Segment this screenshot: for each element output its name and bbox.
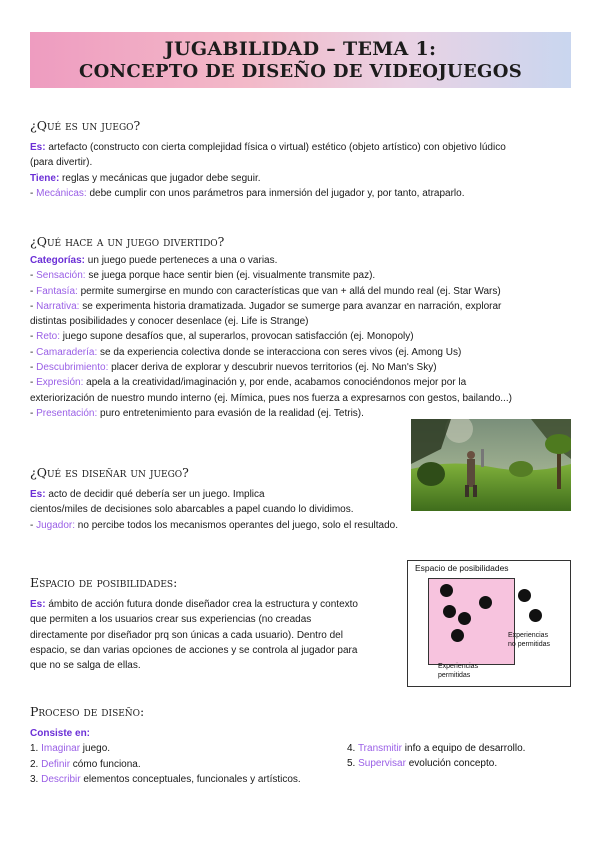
category-text: apela a la creatividad/imaginación y, por ende, acabamos conociéndonos mejor por la bbox=[83, 377, 467, 389]
category-item bbox=[30, 284, 512, 299]
section-proceso-col2 bbox=[347, 741, 525, 771]
outside-experience-dot bbox=[529, 609, 542, 622]
experience-dot bbox=[479, 596, 492, 609]
category-item bbox=[30, 360, 512, 375]
category-label: Narrativa: bbox=[36, 300, 80, 312]
keyword-tiene: Tiene: bbox=[30, 172, 60, 184]
text: debe cumplir con unos parámetros para inmersión del jugador y, por tanto, atraparlo. bbox=[86, 187, 465, 199]
dash: - bbox=[30, 407, 37, 419]
step-label: Describir bbox=[41, 773, 81, 785]
step-label: Transmitir bbox=[357, 743, 403, 754]
text: un juego puede perteneces a una o varias. bbox=[85, 255, 278, 266]
category-label: Camaradería: bbox=[36, 346, 98, 358]
category-item bbox=[30, 391, 512, 406]
dash: - bbox=[30, 362, 37, 374]
text: acto de decidir qué debería ser un juego. Implica bbox=[45, 489, 265, 500]
category-label: Reto: bbox=[36, 331, 61, 343]
heading-que-hace-divertido: ¿Qué hace a un juego divertido? bbox=[30, 234, 225, 249]
keyword-consiste: Consiste en: bbox=[30, 728, 91, 739]
keyword-es: Es: bbox=[30, 142, 46, 153]
category-label: Expresión: bbox=[36, 377, 84, 389]
category-item bbox=[30, 314, 512, 329]
text: ámbito de acción futura donde diseñador crea la estructura y contexto bbox=[45, 599, 358, 610]
text: cientos/miles de decisiones solo abarcables a papel cuando lo dividimos. bbox=[30, 504, 354, 516]
category-item bbox=[30, 299, 512, 314]
category-item bbox=[30, 268, 512, 283]
category-label: Fantasía: bbox=[36, 285, 78, 297]
step-number: 4. bbox=[347, 743, 358, 754]
section-categorias bbox=[30, 253, 512, 421]
outside-experience-dot bbox=[518, 589, 531, 602]
step-text: evolución concepto. bbox=[405, 758, 498, 769]
category-label: Sensación: bbox=[36, 270, 86, 282]
text: espacio, se dan varias opciones de acciones y se controla al jugador para bbox=[30, 644, 358, 656]
category-item bbox=[30, 375, 512, 390]
step-number: 5. bbox=[347, 758, 359, 769]
keyword-jugador: Jugador: bbox=[36, 519, 76, 531]
section-disenar bbox=[30, 487, 398, 533]
keyword-es: Es: bbox=[30, 489, 46, 500]
possibility-space-area bbox=[428, 578, 515, 665]
label-line: Experiencias bbox=[438, 663, 479, 670]
keyword-categorias: Categorías: bbox=[30, 255, 86, 266]
page-title-line2: CONCEPTO DE DISEÑO DE VIDEOJUEGOS bbox=[79, 61, 522, 82]
category-label: Descubrimiento: bbox=[36, 362, 109, 374]
category-text: juego supone desafíos que, al superarlos, provocan satisfacción (ej. Monopoly) bbox=[60, 331, 414, 343]
dash: - bbox=[30, 519, 37, 531]
keyword-es: Es: bbox=[30, 599, 46, 610]
step-text: cómo funciona. bbox=[70, 758, 141, 770]
category-item bbox=[30, 329, 512, 344]
title-banner bbox=[30, 32, 571, 88]
dash: - bbox=[30, 300, 37, 312]
section-que-es-un-juego bbox=[30, 140, 506, 201]
step-number: 2. bbox=[30, 758, 42, 770]
dash: - bbox=[30, 187, 37, 199]
category-text: distintas posibilidades y conocer desenlace (ej. Life is Strange) bbox=[30, 316, 309, 328]
label-permitidas bbox=[438, 662, 478, 680]
label-no-permitidas bbox=[508, 631, 550, 649]
category-text: se juega porque hace sentir bien (ej. visualmente transmite paz). bbox=[85, 270, 376, 282]
page-title-line1: JUGABILIDAD – TEMA 1: bbox=[164, 38, 437, 60]
category-text: puro entretenimiento para evasión de la realidad (ej. Tetris). bbox=[97, 407, 364, 419]
text: (para divertir). bbox=[30, 157, 93, 169]
experience-dot bbox=[458, 612, 471, 625]
category-text: se experimenta historia dramatizada. Jugador se sumerge para avanzar en narración, explorar bbox=[79, 300, 502, 312]
category-label: Presentación: bbox=[36, 407, 98, 419]
step-number: 1. bbox=[30, 743, 42, 755]
text: reglas y mecánicas que jugador debe seguir. bbox=[59, 172, 261, 184]
category-text: se da experiencia colectiva donde se interacciona con seres vivos (ej. Among Us) bbox=[97, 346, 462, 358]
category-text: exteriorización de nuestro mundo interno (ej. Mímica, pues nos fuerza a expresarnos con gestos, bailando...) bbox=[30, 392, 512, 404]
step-label: Supervisar bbox=[358, 758, 406, 769]
text: que no se salga de ellas. bbox=[30, 660, 141, 672]
label-line: Experiencias bbox=[508, 632, 549, 639]
label-line: permitidas bbox=[438, 672, 471, 679]
section-proceso bbox=[30, 726, 301, 787]
keyword-mecanicas: Mecánicas: bbox=[36, 187, 87, 199]
step-text: elementos conceptuales, funcionales y artísticos. bbox=[80, 773, 301, 785]
label-line: no permitidas bbox=[508, 641, 551, 648]
possibility-space-diagram bbox=[407, 560, 571, 687]
dash: - bbox=[30, 285, 37, 297]
category-item bbox=[30, 345, 512, 360]
dash: - bbox=[30, 331, 37, 343]
game-screenshot-image bbox=[411, 419, 571, 511]
diagram-title: Espacio de posibilidades bbox=[415, 563, 509, 573]
category-text: placer deriva de explorar y descubrir nuevos territorios (ej. No Man's Sky) bbox=[108, 362, 437, 374]
experience-dot bbox=[440, 584, 453, 597]
heading-proceso-diseno: Proceso de diseño: bbox=[30, 704, 145, 719]
category-list bbox=[30, 268, 512, 421]
step-text: info a equipo de desarrollo. bbox=[402, 743, 526, 754]
heading-que-es-un-juego: ¿Qué es un juego? bbox=[30, 118, 141, 133]
section-espacio bbox=[30, 597, 358, 673]
text: que permiten a los usuarios crear sus experiencias (no creadas bbox=[30, 614, 312, 626]
heading-espacio-posibilidades: Espacio de posibilidades: bbox=[30, 575, 178, 590]
step-number: 3. bbox=[30, 773, 42, 785]
experience-dot bbox=[451, 629, 464, 642]
step-text: juego. bbox=[80, 743, 111, 755]
step-label: Imaginar bbox=[41, 743, 81, 755]
category-text: permite sumergirse en mundo con características que van + allá del mundo real (ej. Star Wars) bbox=[77, 285, 501, 297]
dash: - bbox=[30, 377, 37, 389]
text: no percibe todos los mecanismos operantes del juego, solo el resultado. bbox=[75, 519, 398, 531]
experience-dot bbox=[443, 605, 456, 618]
dash: - bbox=[30, 346, 37, 358]
text: artefacto (constructo con cierta complejidad física o virtual) estético (objeto artístico) con objetivo lúdico bbox=[45, 142, 506, 153]
heading-que-es-disenar: ¿Qué es diseñar un juego? bbox=[30, 465, 189, 480]
dash: - bbox=[30, 270, 37, 282]
text: directamente por diseñador prq son únicas a cada usuario). Dentro del bbox=[30, 629, 343, 641]
step-label: Definir bbox=[41, 758, 71, 770]
